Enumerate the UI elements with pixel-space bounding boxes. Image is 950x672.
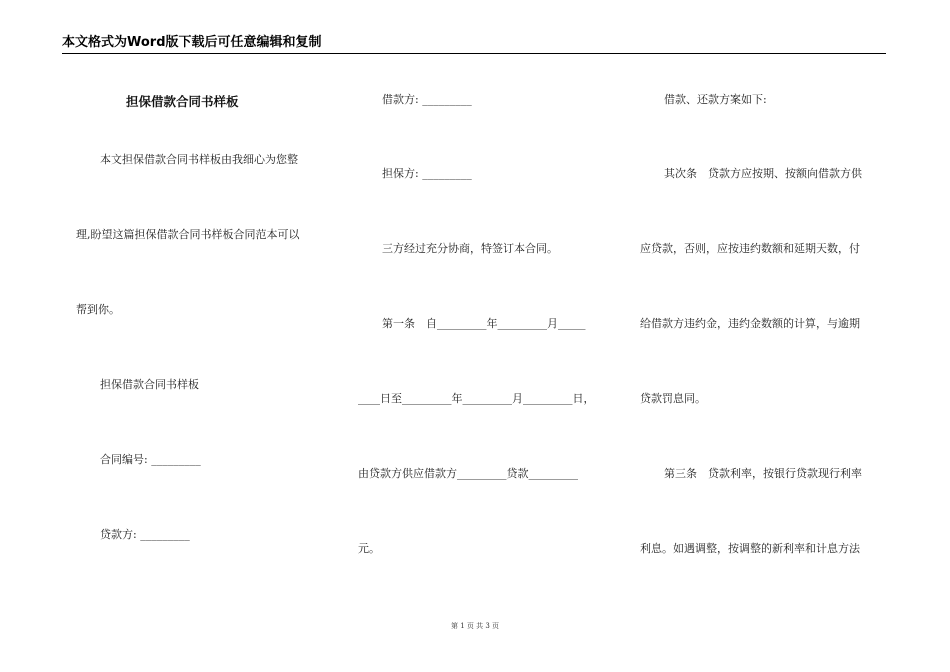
document-title: 担保借款合同书样板 [126, 94, 239, 109]
paragraph-line: 应贷款，否则，应按违约数额和延期天数，付 [640, 242, 860, 255]
paragraph-line: 利息。如遇调整，按调整的新利率和计息方法 [640, 542, 860, 555]
paragraph-line: 贷款方: _________ [100, 528, 190, 541]
text-column-1 [76, 0, 326, 672]
text-column-3 [640, 0, 885, 672]
paragraph-line: 由贷款方供应借款方_________贷款_________ [358, 467, 578, 480]
paragraph-line: 贷款罚息同。 [640, 392, 706, 405]
paragraph-line: ____日至_________年_________月_________日， [358, 392, 595, 405]
paragraph-line: 本文担保借款合同书样板由我细心为您整 [100, 153, 298, 166]
page-header-text: 本文格式为Word版下载后可任意编辑和复制 [62, 35, 322, 50]
paragraph-line: 理,盼望这篇担保借款合同书样板合同范本可以 [76, 228, 300, 241]
paragraph-line: 借款方: _________ [382, 93, 472, 106]
paragraph-line: 三方经过充分协商，特签订本合同。 [382, 242, 558, 255]
paragraph-line: 担保方: _________ [382, 167, 472, 180]
paragraph-line: 帮到你。 [76, 303, 120, 316]
paragraph-line: 借款、还款方案如下: [664, 93, 767, 106]
paragraph-line: 担保借款合同书样板 [100, 378, 199, 391]
paragraph-line: 给借款方违约金，违约金数额的计算，与逾期 [640, 317, 860, 330]
text-column-2 [358, 0, 616, 672]
paragraph-line: 元。 [358, 542, 380, 555]
paragraph-line: 第一条 自_________年_________月_____ [382, 317, 586, 330]
page-number-footer: 第 1 页 共 3 页 [450, 622, 500, 630]
paragraph-line: 第三条 贷款利率，按银行贷款现行利率 [664, 467, 862, 480]
paragraph-line: 合同编号: _________ [100, 453, 201, 466]
paragraph-line: 其次条 贷款方应按期、按额向借款方供 [664, 167, 862, 180]
